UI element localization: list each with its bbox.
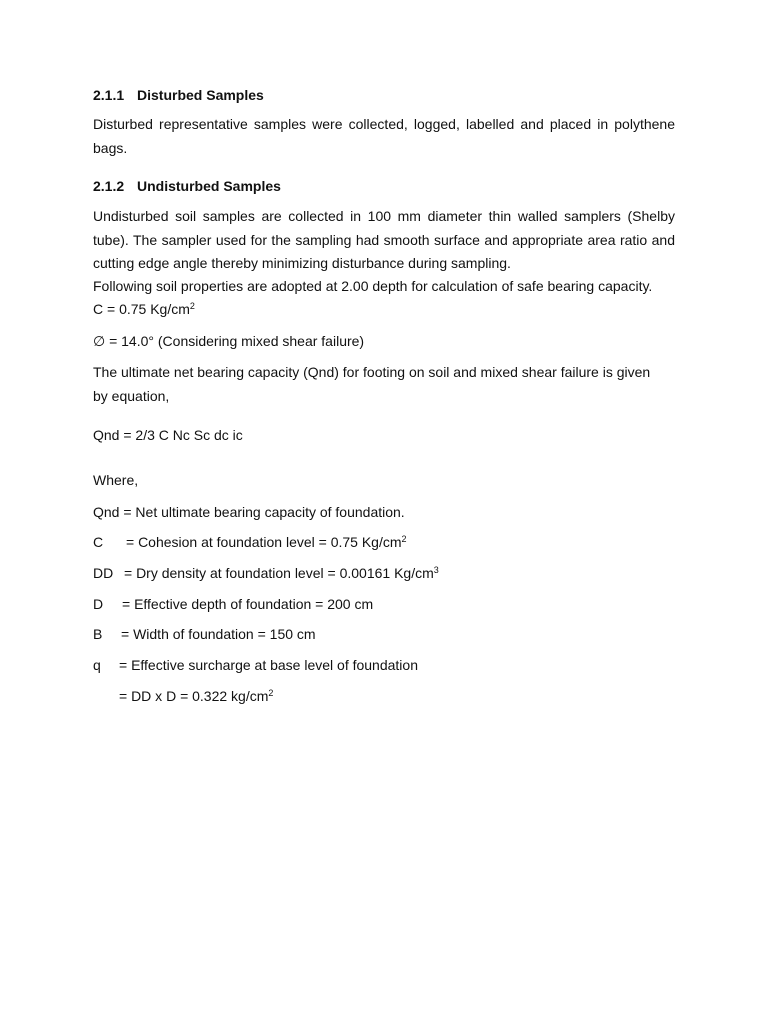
definition-text: = Net ultimate bearing capacity of foundation.	[119, 504, 405, 520]
definition-text: = Width of foundation = 150 cm	[121, 626, 316, 642]
definition-term: D	[93, 596, 104, 612]
cohesion-text: C = 0.75 Kg/cm	[93, 301, 190, 317]
ultimate-capacity-paragraph: The ultimate net bearing capacity (Qnd) for footing on soil and mixed shear failure is given by equation,	[93, 364, 651, 404]
superscript: 2	[401, 534, 407, 544]
definition-c	[93, 534, 407, 550]
section-number: 2.1.2	[93, 178, 125, 194]
definition-term: DD	[93, 565, 114, 581]
definition-term: C	[93, 534, 104, 550]
definition-term: Qnd	[93, 504, 120, 520]
section-title: Undisturbed Samples	[137, 178, 281, 194]
superscript: 2	[189, 301, 195, 311]
section-number: 2.1.1	[93, 87, 125, 103]
definition-term: q	[93, 657, 101, 673]
superscript: 3	[433, 565, 439, 575]
definition-dd	[93, 565, 439, 581]
definition-text: = Effective surcharge at base level of foundation	[119, 657, 418, 673]
definition-d	[93, 596, 373, 612]
surcharge-continuation	[119, 688, 273, 704]
definition-b	[93, 626, 316, 642]
continuation-text: = DD x D = 0.322 kg/cm	[119, 688, 269, 704]
undisturbed-paragraph: Undisturbed soil samples are collected in 100 mm diameter thin walled samplers (Shelby tube). The sampler used for the sampling had smooth surface and appropriate area ratio and cutting edge angle thereby minimizing disturbance during sampling.	[93, 208, 675, 271]
where-label: Where,	[93, 472, 139, 488]
definition-text: = Effective depth of foundation = 200 cm	[122, 596, 374, 612]
section-heading-undisturbed	[93, 178, 281, 194]
disturbed-paragraph: Disturbed representative samples were collected, logged, labelled and placed in polythene bags.	[93, 116, 675, 156]
following-properties-line: Following soil properties are adopted at 2.00 depth for calculation of safe bearing capacity.	[93, 278, 653, 294]
definition-qnd	[93, 504, 405, 520]
section-title: Disturbed Samples	[137, 87, 264, 103]
definition-term: B	[93, 626, 103, 642]
superscript: 2	[268, 688, 274, 698]
definition-text: = Cohesion at foundation level = 0.75 Kg/cm	[126, 534, 402, 550]
cohesion-line	[93, 301, 195, 317]
capacity-equation: Qnd = 2/3 C Nc Sc dc ic	[93, 427, 243, 443]
definition-q	[93, 657, 418, 673]
friction-angle-line: ∅ = 14.0° (Considering mixed shear failure)	[93, 333, 365, 349]
definition-text: = Dry density at foundation level = 0.00161 Kg/cm	[124, 565, 434, 581]
section-heading-disturbed	[93, 87, 264, 103]
